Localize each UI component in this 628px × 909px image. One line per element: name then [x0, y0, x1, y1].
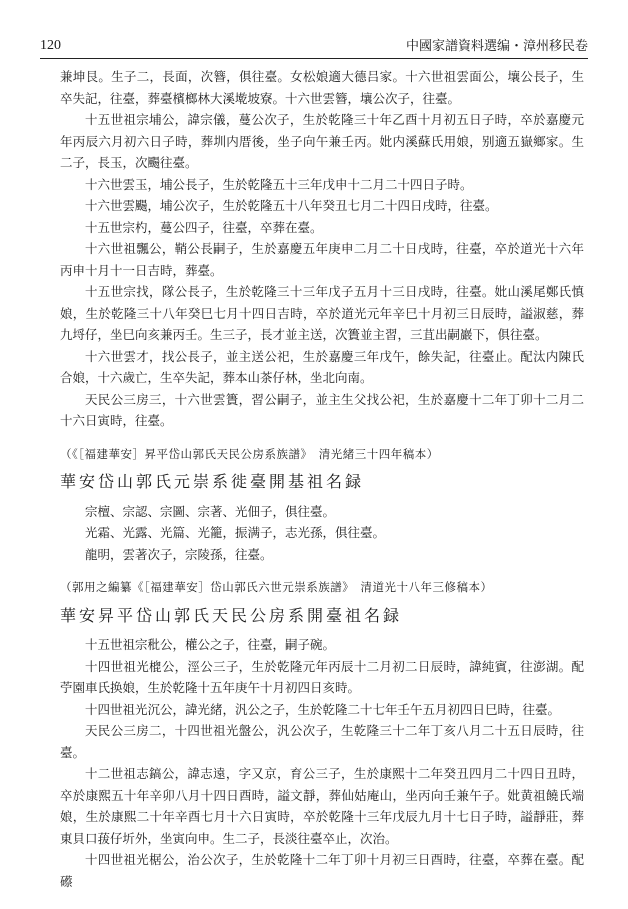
paragraph: 十五世祖宗埔公，諱宗儀，蔓公次子，生於乾隆三十年乙酉十月初五日子時，卒於嘉慶元年丙辰六月初六日子時，葬圳内厝後，坐子向午兼壬丙。妣内溪蘇氏用娘，别適五嶽鄉家。生二子，長玉，次颺往臺。 — [60, 112, 584, 170]
paragraph: 十五世宗杓，蔓公四子，往臺，卒葬在臺。 — [85, 219, 323, 235]
paragraph: 十四世祖光㮰公，涇公三子，生於乾隆元年丙辰十二月初二日辰時，諱純賓，往澎湖。配苧園車氏换娘，生於乾隆十五年庚午十月初四日亥時。 — [60, 658, 584, 695]
page-content — [60, 66, 584, 892]
book-title: 中國家譜資料選编・漳州移民卷 — [405, 39, 588, 54]
paragraph: 十六世雲才，找公長子，並主送公祀，生於嘉慶三年戊午，餘失記，往臺止。配汰内陳氏合娘，十六歲亡，生卒失記，葬本山茶仔林，坐北向南。 — [60, 348, 584, 385]
paragraph: 十六世雲颺，埔公次子，生於乾隆五十八年癸丑七月二十四日戌時，往臺。 — [85, 198, 498, 213]
name-line: 宗檀、宗認、宗圖、宗著、光佃子，俱往臺。 — [85, 503, 336, 519]
name-line: 龍明，雲著次子，宗陵孫，往臺。 — [85, 546, 273, 562]
section-heading: 華安昇平岱山郭氏天民公房系開臺祖名録 — [60, 605, 403, 625]
paragraph: 十六世雲玉，埔公長子，生於乾隆五十三年戊申十二月二十四日子時。 — [85, 176, 473, 192]
paragraph: 十五世祖宗秕公，權公之子，往臺，嗣子碗。 — [85, 637, 336, 652]
paragraph: 十六世祖飄公，鞘公長嗣子，生於嘉慶五年庚申二月二十日戌時，往臺，卒於道光十六年丙申十月十一日吉時，葬臺。 — [60, 241, 584, 278]
name-line: 光霜、光露、光篇、光籠，振满子，志光孫，俱往臺。 — [85, 525, 386, 540]
source-citation: （郭用之編纂《［福建華安］岱山郭氏六世元崇系族譜》 清道光十八年三修稿本） — [60, 580, 493, 594]
page-number: 120 — [40, 38, 61, 53]
paragraph: 天民公三房二，十四世祖光盤公，汎公次子，生乾隆三十二年丁亥八月二十五日辰時，往臺。 — [60, 723, 584, 760]
source-citation: （《［福建華安］昇平岱山郭氏天民公房系族譜》 清光緒三十四年稿本） — [60, 446, 439, 461]
paragraph: 兼坤艮。生子二，長面，次簪，俱往臺。女松娘適大德吕家。十六世祖雲面公，壤公長子，生卒失記，往臺，葬臺檳榔林大溪墘坡寮。十六世雲簪，壤公次子，往臺。 — [60, 69, 584, 106]
paragraph: 天民公三房三，十六世雲簣，習公嗣子，並主生父找公祀，生於嘉慶十二年丁卯十二月二十六日寅時，往臺。 — [60, 391, 584, 428]
paragraph: 十四世祖光沉公，諱光緒，汎公之子，生於乾隆二十七年壬午五月初四日巳時，往臺。 — [85, 701, 561, 717]
paragraph: 十五世宗找，隊公長子，生於乾隆三十三年戊子五月十三日戌時，往臺。妣山溪尾鄭氏慎娘，生於乾隆三十八年癸巳七月十四日吉時，卒於道光元年辛巳十月初三日辰時，謚淑慈，葬九埒仔，坐巳向亥兼丙壬。生三子，長才並主送，次簣並主習，三苴出嗣巖下，俱往臺。 — [60, 284, 584, 342]
paragraph: 十四世祖光椐公，治公次子，生於乾隆十二年丁卯十月初三日酉時，往臺，卒葬在臺。配礤 — [60, 852, 584, 889]
paragraph: 十二世祖志鎬公，諱志遠，字又京，育公三子，生於康熙十二年癸丑四月二十四日丑時，卒於康熙五十年辛卯八月十四日酉時，謚文靜，葬仙姑庵山，坐丙向壬兼午子。妣黄祖饒氏端娘，生於康熙二十年辛酉七月十六日寅時，卒於乾隆十三年戊辰九月十七日子時，謚靜莊，葬東貝口菝仔圻外，坐寅向申。生二子，長淡往臺卒止，次治。 — [60, 766, 584, 846]
page-header — [40, 28, 588, 59]
section-heading: 華安岱山郭氏元崇系徙臺開基祖名録 — [60, 472, 365, 491]
